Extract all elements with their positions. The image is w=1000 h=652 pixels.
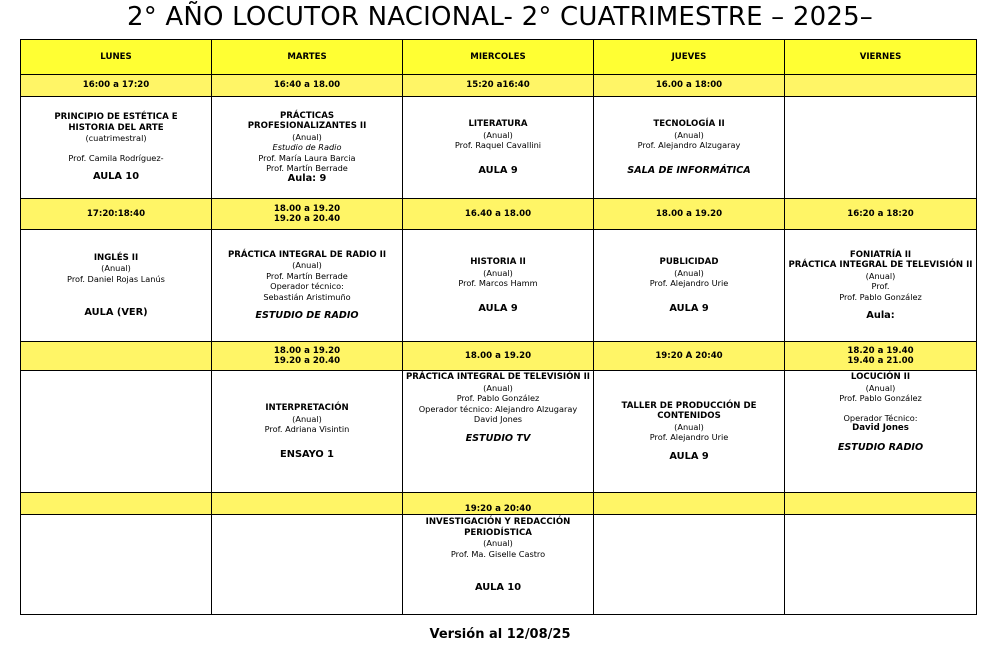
subject-name: HISTORIA DEL ARTE [68,122,164,133]
room-label: AULA 10 [474,582,522,593]
course-note: (Anual) [483,129,513,140]
professor-name: Prof. Martín Berrade [266,163,348,174]
room-label: AULA 9 [669,302,709,314]
time-cell [785,75,977,97]
day-header-viernes: VIERNES [785,40,977,75]
course-note: (Anual) [674,421,704,432]
subject-name: PUBLICIDAD [659,257,719,267]
room-label: Aula: 9 [287,172,327,184]
time-cell [21,493,212,515]
subject-name: LOCUCIÓN II [850,372,911,382]
class-cell-jueves-3 [594,371,785,493]
time-row-2 [21,199,977,230]
subject-name: PRÁCTICA INTEGRAL DE TELEVISIÓN II [406,372,590,382]
class-cell-lunes-2 [21,230,212,342]
subject-name: PROFESIONALIZANTES II [247,121,367,132]
class-cell-jueves-1 [594,97,785,199]
operator-name: Operador técnico: Alejandro Alzugaray [418,403,578,414]
operator-label: Operador técnico: [270,281,344,291]
time-cell [21,342,212,371]
operator-name: Sebastián Aristimuño [263,291,351,302]
class-row-3 [21,371,977,493]
page-title: 2° AÑO LOCUTOR NACIONAL- 2° CUATRIMESTRE – 2025– [126,2,874,32]
class-cell-jueves-2 [594,230,785,342]
subject-name: PERIODÍSTICA [464,527,532,538]
time-cell: 16:20 a 18:20 [785,199,977,230]
operator-label: Operador Técnico: [843,412,918,423]
day-header-miercoles: MIERCOLES [403,40,594,75]
professor-name: Prof. Camila Rodríguez- [68,152,164,163]
class-cell-viernes-4 [785,515,977,615]
class-cell-martes-2 [212,230,403,342]
time-cell: 16:40 a 18.00 [212,75,403,97]
professor-name: Prof. María Laura Barcia [258,152,356,163]
room-label: AULA 9 [669,450,709,462]
professor-name: Prof. Martín Berrade [266,270,348,281]
professor-name: Prof. Pablo González [456,393,540,403]
subject-name: INTERPRETACIÓN [265,403,349,413]
operator-name: David Jones [473,414,523,424]
subject-name: PRÁCTICA INTEGRAL DE TELEVISIÓN II [788,260,973,270]
subject-name: FONIATRÍA II [849,249,912,260]
course-note: (Anual) [483,267,513,278]
subject-name: PRÁCTICAS [279,110,335,121]
course-note: (cuatrimestral) [85,133,147,144]
time-slot: 19.40 a 21.00 [847,356,914,366]
room-label: Aula: [866,310,895,321]
time-cell: 16.40 a 18.00 [403,199,594,230]
class-cell-jueves-4 [594,515,785,615]
class-cell-miercoles-2 [403,230,594,342]
class-cell-viernes-2 [785,230,977,342]
room-label: ESTUDIO DE RADIO [255,310,359,321]
room-label: ESTUDIO TV [465,432,531,444]
course-note: (Anual) [292,413,322,424]
time-row-1 [21,75,977,97]
professor-name: Prof. Alejandro Urie [649,432,729,443]
time-slot: 18.00 a 19.20 [273,345,341,356]
room-label: AULA 10 [92,171,140,183]
subject-name: PRINCIPIO DE ESTÉTICA E [54,112,178,123]
class-cell-lunes-1 [21,97,212,199]
professor-name: Prof. Adriana Visintin [264,424,350,434]
day-header-row [21,40,977,75]
course-note: (Anual) [292,131,322,142]
class-row-2 [21,230,977,342]
class-cell-miercoles-1 [403,97,594,199]
time-cell: 16.00 a 18:00 [594,75,785,97]
course-note: (Anual) [483,382,513,393]
class-row-1 [21,97,977,199]
class-cell-miercoles-3 [403,371,594,493]
time-slot: 18.00 a 19.20 [273,203,341,214]
professor-name: Prof. Daniel Rojas Lanús [67,273,165,284]
subject-name: TALLER DE PRODUCCIÓN DE [621,400,757,411]
class-cell-lunes-4 [21,515,212,615]
time-cell: 18.00 a 19.20 [594,199,785,230]
room-label: AULA 9 [478,302,518,314]
course-note: (Anual) [292,260,322,270]
time-cell: 18.00 a 19.20 [403,342,594,371]
room-label: SALA DE INFORMÁTICA [627,164,751,176]
course-note: (Anual) [865,270,896,281]
professor-name: Prof. Pablo González [839,393,922,403]
operator-name: David Jones [852,423,909,433]
room-label: ESTUDIO RADIO [837,441,924,453]
subject-name: CONTENIDOS [657,411,721,422]
course-note: (Anual) [674,267,704,278]
subject-name: INGLÉS II [93,252,139,263]
time-slot: 19.20 a 20.40 [273,356,341,366]
subject-name: HISTORIA II [470,257,526,267]
course-note: (Anual) [865,382,896,393]
time-cell: 19:20 A 20:40 [594,342,785,371]
time-cell: 16:00 a 17:20 [21,75,212,97]
course-note: (Anual) [483,538,513,548]
time-cell: 17:20:18:40 [21,199,212,230]
class-row-4 [21,515,977,615]
subject-name: TECNOLOGÍA II [653,119,725,129]
subject-name: INVESTIGACIÓN Y REDACCIÓN [425,517,571,527]
room-label: AULA 9 [478,164,518,176]
course-subnote: Estudio de Radio [272,142,342,153]
room-label: ENSAYO 1 [280,448,334,460]
time-cell: 19:20 a 20:40 [403,493,594,515]
course-note: (Anual) [674,129,704,140]
time-row-3 [21,342,977,371]
time-cell [212,342,403,371]
version-footer: Versión al 12/08/25 [429,627,571,642]
time-cell [212,199,403,230]
subject-name: PRÁCTICA INTEGRAL DE RADIO II [227,249,387,260]
class-cell-viernes-1 [785,97,977,199]
day-header-lunes: LUNES [21,40,212,75]
class-cell-miercoles-4 [403,515,594,615]
class-cell-martes-3 [212,371,403,493]
day-header-martes: MARTES [212,40,403,75]
professor-name: Prof. Marcos Hamm [458,278,538,288]
professor-name: Prof. Alejandro Urie [649,278,729,288]
time-cell [785,493,977,515]
professor-name: Prof. [871,281,890,291]
time-slot: 18.20 a 19.40 [847,345,914,356]
time-row-4 [21,493,977,515]
schedule-table [20,39,977,615]
time-cell: 15:20 a16:40 [403,75,594,97]
day-header-jueves: JUEVES [594,40,785,75]
subject-name: LITERATURA [468,119,528,129]
time-slot: 19.20 a 20.40 [273,214,341,224]
class-cell-viernes-3 [785,371,977,493]
time-cell [212,493,403,515]
professor-name: Prof. Ma. Giselle Castro [450,548,546,559]
professor-name: Prof. Pablo González [839,291,922,302]
course-note: (Anual) [101,263,131,273]
class-cell-martes-4 [212,515,403,615]
professor-name: Prof. Raquel Cavallini [454,140,542,150]
class-cell-martes-1 [212,97,403,199]
time-cell [594,493,785,515]
time-cell [785,342,977,371]
class-cell-lunes-3 [21,371,212,493]
professor-name: Prof. Alejandro Alzugaray [637,140,741,150]
room-label: AULA (VER) [84,307,148,318]
